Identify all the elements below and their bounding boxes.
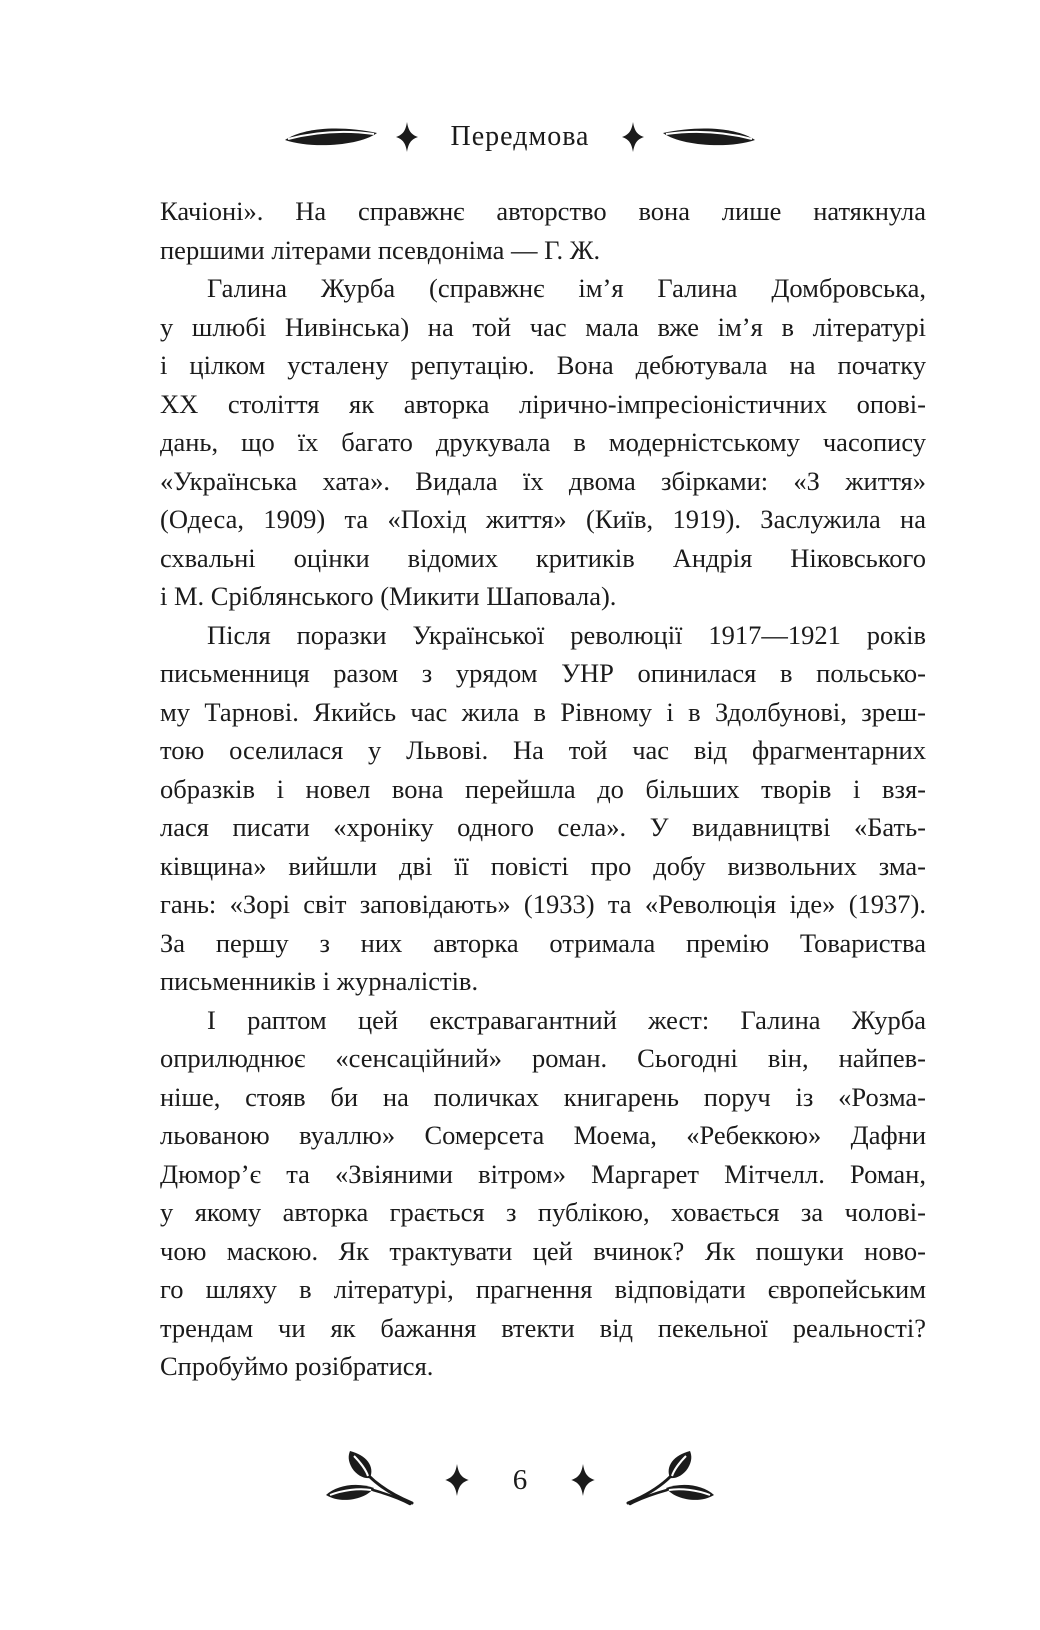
paragraph — [160, 1001, 926, 1386]
text-line: І раптом цей екстравагантний жест: Галина Журба — [207, 1004, 926, 1035]
chapter-header — [0, 121, 1040, 153]
diamond-sparkle-icon — [396, 122, 418, 152]
paragraph — [160, 616, 926, 1001]
text-line: ківщина» вийшли дві її повісті про добу визвольних зма- — [160, 850, 926, 881]
text-line: лася писати «хроніку одного села». У видавництві «Бать- — [160, 812, 926, 842]
branch-ornament-icon — [323, 1448, 415, 1512]
page-number: 6 — [512, 1463, 528, 1496]
text-line: трендам чи як бажання втекти від пекельної реальності? — [160, 1312, 926, 1343]
text-line: Спробуймо розібратися. — [160, 1351, 434, 1381]
text-line: схвальні оцінки відомих критиків Андрія Ніковського — [160, 542, 926, 573]
text-line: першими літерами псевдоніма — Г. Ж. — [160, 234, 601, 265]
diamond-sparkle-icon — [445, 1464, 469, 1496]
page-footer — [0, 1448, 1040, 1512]
chapter-title: Передмова — [450, 121, 590, 152]
text-line: і цілком усталену репутацію. Вона дебютувала на початку — [160, 350, 926, 380]
paragraph — [160, 269, 926, 616]
text-line: письменників і журналістів. — [160, 966, 479, 996]
text-line: чою маскою. Як трактувати цей вчинок? Як пошуки ново- — [160, 1235, 926, 1266]
branch-ornament-icon — [625, 1448, 717, 1512]
text-line: го шляху в літературі, прагнення відповідати європейським — [160, 1274, 926, 1304]
text-line: дань, що їх багато друкувала в модерністському часопису — [160, 427, 926, 457]
text-line: у якому авторка грається з публікою, ховається за чолові- — [160, 1197, 926, 1227]
leaf-ornament-icon — [283, 125, 379, 149]
diamond-sparkle-icon — [622, 122, 644, 152]
body-text — [160, 192, 926, 1386]
diamond-sparkle-icon — [571, 1464, 595, 1496]
text-line: образків і новел вона перейшла до більших творів і взя- — [160, 773, 926, 804]
text-line: За першу з них авторка отримала премію Товариства — [160, 927, 926, 958]
text-line: гань: «Зорі світ заповідають» (1933) та «Революція іде» (1937). — [160, 889, 926, 919]
text-line: оприлюднює «сенсаційний» роман. Сьогодні він, найпев- — [160, 1043, 926, 1073]
paragraph — [160, 192, 926, 269]
text-line: ХХ століття як авторка лірично-імпресіоністичних опові- — [160, 388, 926, 419]
text-line: Після поразки Української революції 1917—1921 років — [207, 619, 926, 650]
text-line: тою оселилася у Львові. На той час від фрагментарних — [160, 735, 926, 765]
text-line: «Українська хата». Видала їх двома збірками: «З життя» — [160, 465, 926, 496]
text-line: му Тарнові. Якийсь час жила в Рівному і в Здолбунові, зреш- — [160, 696, 926, 727]
text-line: у шлюбі Нивінська) на той час мала вже ім’я в літературі — [160, 311, 926, 342]
text-line: (Одеса, 1909) та «Похід життя» (Київ, 1919). Заслужила на — [160, 504, 926, 534]
text-line: льованою вуаллю» Сомерсета Моема, «Ребеккою» Дафни — [160, 1120, 926, 1150]
leaf-ornament-icon — [661, 125, 757, 149]
text-line: Галина Журба (справжнє ім’я Галина Домбровська, — [207, 273, 926, 303]
text-line: Качіоні». На справжнє авторство вона лише натякнула — [160, 196, 926, 226]
text-line: Дюмор’є та «Звіяними вітром» Маргарет Мітчелл. Роман, — [160, 1158, 926, 1189]
text-line: письменниця разом з урядом УНР опинилася в польсько- — [160, 658, 926, 688]
text-line: і М. Сріблянського (Микити Шаповала). — [160, 581, 617, 611]
text-line: ніше, стояв би на поличках книгарень поруч із «Розма- — [160, 1081, 926, 1112]
